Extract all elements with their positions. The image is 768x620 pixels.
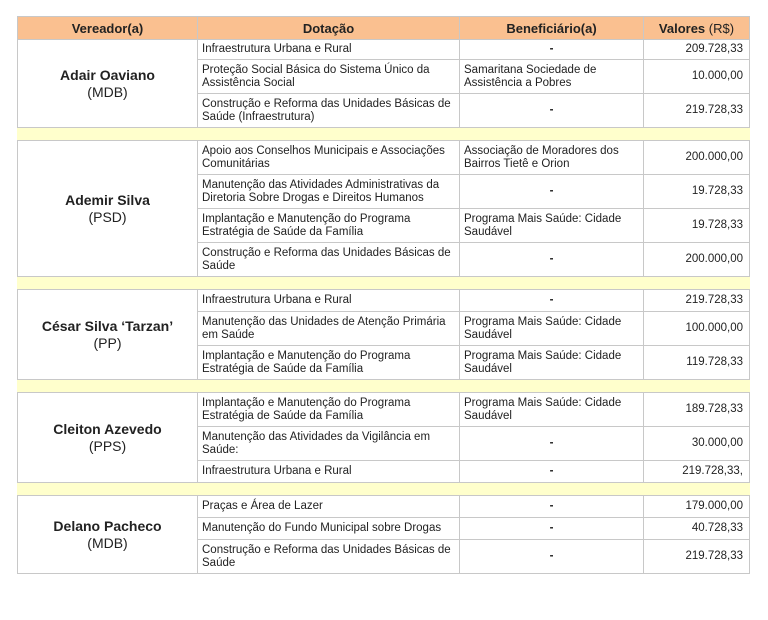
vereador-party: (PSD) xyxy=(88,208,127,225)
separator-cell xyxy=(18,277,750,290)
vereador-party: (PP) xyxy=(93,334,122,351)
dotacao-cell: Apoio aos Conselhos Municipais e Associações Comunitárias xyxy=(198,141,460,175)
group-separator xyxy=(18,483,750,496)
dotacao-cell: Infraestrutura Urbana e Rural xyxy=(198,461,460,483)
valor-cell: 10.000,00 xyxy=(644,60,750,94)
dotacao-cell: Manutenção do Fundo Municipal sobre Drogas xyxy=(198,518,460,540)
beneficiario-cell: - xyxy=(460,540,644,574)
vereador-name: Adair Oaviano xyxy=(60,66,155,83)
vereador-name: Cleiton Azevedo xyxy=(53,420,162,437)
beneficiario-cell: - xyxy=(460,94,644,128)
vereador-cell xyxy=(18,141,198,277)
beneficiario-cell: - xyxy=(460,427,644,461)
table-row xyxy=(18,141,750,175)
table-row xyxy=(18,496,750,518)
header-dotacao: Dotação xyxy=(198,17,460,40)
dotacao-cell: Manutenção das Unidades de Atenção Primária em Saúde xyxy=(198,312,460,346)
valor-cell: 219.728,33, xyxy=(644,461,750,483)
valor-cell: 119.728,33 xyxy=(644,346,750,380)
dotacao-cell: Construção e Reforma das Unidades Básicas de Saúde (Infraestrutura) xyxy=(198,94,460,128)
vereador-cell xyxy=(18,290,198,380)
beneficiario-cell: - xyxy=(460,461,644,483)
table-row xyxy=(18,40,750,60)
header-vereador: Vereador(a) xyxy=(18,17,198,40)
valor-cell: 209.728,33 xyxy=(644,40,750,60)
valor-cell: 200.000,00 xyxy=(644,141,750,175)
separator-cell xyxy=(18,483,750,496)
vereador-party: (MDB) xyxy=(87,534,128,551)
group-separator xyxy=(18,380,750,393)
separator-cell xyxy=(18,380,750,393)
valor-cell: 219.728,33 xyxy=(644,290,750,312)
dotacao-cell: Implantação e Manutenção do Programa Estratégia de Saúde da Família xyxy=(198,209,460,243)
beneficiario-cell: - xyxy=(460,175,644,209)
beneficiario-cell: Programa Mais Saúde: Cidade Saudável xyxy=(460,209,644,243)
valor-cell: 200.000,00 xyxy=(644,243,750,277)
group-separator xyxy=(18,128,750,141)
vereador-cell xyxy=(18,393,198,483)
dotacao-cell: Construção e Reforma das Unidades Básicas de Saúde xyxy=(198,540,460,574)
valor-cell: 189.728,33 xyxy=(644,393,750,427)
vereador-name: Ademir Silva xyxy=(65,191,150,208)
vereador-name: César Silva ‘Tarzan’ xyxy=(41,317,174,334)
header-row xyxy=(18,17,750,40)
dotacao-cell: Construção e Reforma das Unidades Básicas de Saúde xyxy=(198,243,460,277)
header-valores-unit: (R$) xyxy=(708,20,735,36)
valor-cell: 30.000,00 xyxy=(644,427,750,461)
valor-cell: 219.728,33 xyxy=(644,540,750,574)
beneficiario-cell: Samaritana Sociedade de Assistência a Pobres xyxy=(460,60,644,94)
vereador-cell xyxy=(18,496,198,574)
dotacao-cell: Infraestrutura Urbana e Rural xyxy=(198,40,460,60)
beneficiario-cell: - xyxy=(460,40,644,60)
header-valores-label: Valores xyxy=(658,20,706,36)
dotacao-cell: Implantação e Manutenção do Programa Estratégia de Saúde da Família xyxy=(198,393,460,427)
dotacao-cell: Implantação e Manutenção do Programa Estratégia de Saúde da Família xyxy=(198,346,460,380)
dotacao-cell: Proteção Social Básica do Sistema Único da Assistência Social xyxy=(198,60,460,94)
valor-cell: 40.728,33 xyxy=(644,518,750,540)
emendas-table xyxy=(17,16,750,574)
dotacao-cell: Manutenção das Atividades Administrativas da Diretoria Sobre Drogas e Direitos Humanos xyxy=(198,175,460,209)
vereador-party: (MDB) xyxy=(87,83,128,100)
beneficiario-cell: Programa Mais Saúde: Cidade Saudável xyxy=(460,312,644,346)
group-separator xyxy=(18,277,750,290)
dotacao-cell: Infraestrutura Urbana e Rural xyxy=(198,290,460,312)
header-beneficiario: Beneficiário(a) xyxy=(460,17,644,40)
dotacao-cell: Praças e Área de Lazer xyxy=(198,496,460,518)
beneficiario-cell: - xyxy=(460,243,644,277)
beneficiario-cell: Programa Mais Saúde: Cidade Saudável xyxy=(460,393,644,427)
valor-cell: 100.000,00 xyxy=(644,312,750,346)
table-row xyxy=(18,290,750,312)
beneficiario-cell: Programa Mais Saúde: Cidade Saudável xyxy=(460,346,644,380)
separator-cell xyxy=(18,128,750,141)
valor-cell: 19.728,33 xyxy=(644,209,750,243)
valor-cell: 219.728,33 xyxy=(644,94,750,128)
beneficiario-cell: - xyxy=(460,290,644,312)
valor-cell: 19.728,33 xyxy=(644,175,750,209)
valor-cell: 179.000,00 xyxy=(644,496,750,518)
vereador-name: Delano Pacheco xyxy=(53,517,162,534)
dotacao-cell: Manutenção das Atividades da Vigilância em Saúde: xyxy=(198,427,460,461)
beneficiario-cell: Associação de Moradores dos Bairros Tietê e Orion xyxy=(460,141,644,175)
vereador-cell xyxy=(18,40,198,128)
header-valores xyxy=(644,17,750,40)
beneficiario-cell: - xyxy=(460,518,644,540)
table-row xyxy=(18,393,750,427)
vereador-party: (PPS) xyxy=(88,437,127,454)
beneficiario-cell: - xyxy=(460,496,644,518)
